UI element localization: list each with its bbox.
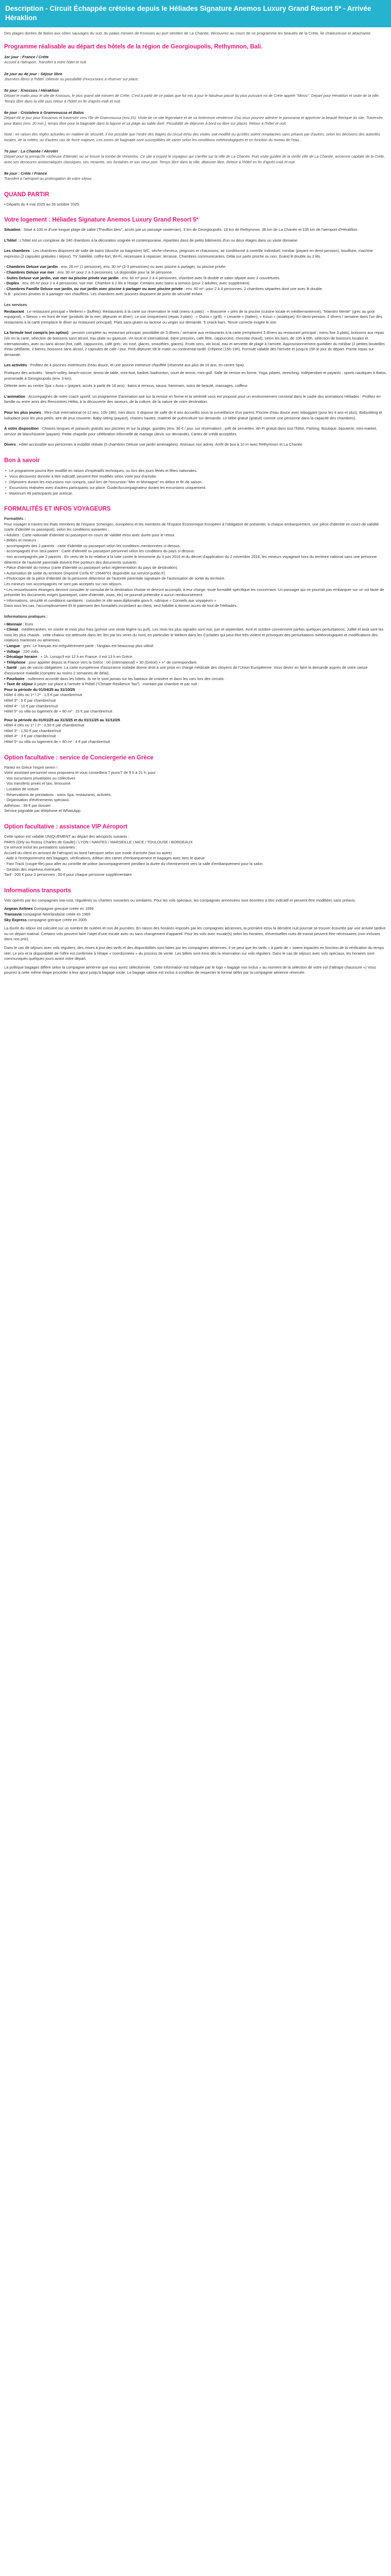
- day-note: Note : en raison des règles actuelles en matière de sécurité, il est possible que l'ordre des étapes du circuit et/ou des visites soit modifié ou qu'elles soient remplacées sans préavis par d'autres, selon les décisions des autorités locales, de la météo, ou d'autres cas de force majeure. Les zones de baignade sont susceptibles de varier selon les conditions météorologiques et en fonction du niveau de l'eau...: [4, 132, 380, 142]
- list-item: - Fast Track (coupe-file) pour aller au contrôle de police (accompagnement pendant la durée du cheminement vers la salle d'embarquement pour la salon: [4, 861, 263, 866]
- list-item: PARIS (Orly ou Roissy Charles de Gaulle) / LYON / NANTES / MARSEILLE / NICE / TOULOUSE / BORDEAUX: [4, 839, 193, 844]
- room-type: - Duplex : env. 65 m² pour 2 à 4 personnes, vue mer. Chambre à 2 lits à l'étage. Certains avec bains a remous (pour 2 adultes, avec supplément).: [4, 281, 251, 286]
- list-item: • Vous découvrez donnée à titre indicatif, peuvent être modifiés selon votre jour d'arrivée.: [9, 473, 387, 479]
- day-2: 2e jour au 4e jour : Séjour libre Journées libres à l'hôtel. Détente ou possibilité d'excursions à réserver sur place.: [4, 71, 139, 81]
- list-item: Accueil du client en arrivant de l'aéroport au bord l'aéroport selon son mode d'arrivée (taxi ou autre): [4, 850, 172, 855]
- service-activites: Les activités : Profitez de 4 piscines extérieures d'eau douce, et une piscine intérieure chauffée (réservée aux plus de 16 ans, en centre Spa).: [4, 363, 245, 368]
- day-7: 7e jour : La Chanée / Akrotiri Départ pour la presqu'île rocheuse d'Akrotiri, où se trouve la tombe de Venizelos. Ce site a inspiré le voyageur qui s'arrête sur la ville de La Chanée. Puis visite guidée de la vieille ville de La Chanée, ancienne capitale de la Crète, avec ses demeures aristocratiques classiques, ses minarets, ses fontaines et son vieux port. Temps libre dans la ville, déjeuner libre. Retour à l'hôtel en fin d'après-midi et nuit.: [4, 149, 385, 164]
- list-item: - Organisation d'événements spéciaux.: [4, 798, 70, 803]
- service-divers: Divers : Hôtel accessible aux personnes à mobilité réduite (5 chambres Deluxe vue jardin aménagées). Animaux non admis. Arrêt de bus à 10 m avec Rethymnon et La Chanée.: [4, 442, 304, 447]
- service-tout-compris: La formule tout compris (en option) : pension complète au restaurant principal, possibilité de 3 dîners / semaine aux restaurants à la carte (remplacent 3 dîners au restaurant principal ; menu fixe 3 plats), boissons aux repas (vin en la carte, sélection de boissons sans alcool, eau plate ou gazeuse, vin local et international, bière pression, café filtre, cappuccino, chocolat chaud), selon les bars, de 10h à 00h, sélection de boissons locales et internationales, avec ou sans alcool (hot, café, cappuccino, café grec, vin rosé, glaces, smoothies, glaces). Fruits secs, vin local, eau et serviette de plage à l'arrivée. Approvisionnement quotidien du minibar (2 petites bouteilles d'eau pétillante, 2 bières, boissons sans alcool, 2 capsules de café / jour. Petit déjeuner tôt le matin ou continental tardif. Crêperie (15h-19h). Formule valable dès l'arrivée et jusqu'à 15h le jour du départ. Pointe repas sur demande.: [4, 330, 385, 357]
- conciergerie-heading: Option facultative : service de Conciergerie en Grèce: [4, 754, 154, 761]
- list-item: Vols opérés par les compagnies low-cost, régulières ou charters suivantes ou similaires. Pour les vols spéciaux, les compagnies annoncées sont données à titre indicatif et peuvent être modifiées sans préavis.: [4, 897, 356, 903]
- list-item: Pour la période du 01/01/25 au 31/3/25 et du 01/11/25 au 31/12/25: [4, 717, 120, 722]
- vip-lines: [4, 834, 387, 878]
- list-item: Hôtel 4* : 10 € par chambre/nuit: [4, 703, 58, 708]
- service-activites-sports: Pratiquez des activités : beach-volley, beach-soccer, tennis de table, mini-foot, basket, badminton, court de tennis, mini-golf. Salle de remise en forme. Yoga, pilates, stretching. Indépendant et payants : sports nautiques à Balos, promenade à Georgioupolis (env. 3 km).: [4, 370, 387, 381]
- formalites-label: Formalités :: [4, 516, 26, 521]
- list-item: Dans le cas de séjours avec vols réguliers, des mises à jour des tarifs et des disponibilités sont faites par les compagnies aériennes. Il se peut que les tarifs « à partir de » soient impactés en fonction de la vérification du temps réel. Le prix et la disponibilité de l'offre est confirmée à l'étape « coordonnées » du process de vente. Les billets sont émis dès la réservation sur vols réguliers. Dans le cas de séjours avec vols spéciaux, les horaires sont communiqués quelques jours avant votre départ.: [4, 945, 384, 961]
- list-item: Transavia compagnie Néerlandaise créée en 1965: [4, 911, 91, 917]
- list-item: - non accompagnés par 2 parents : En vertu de la loi relative à la lutte contre le terrorisme du 3 juin 2016 et du décret d'application du 2 novembre 2016, les mineurs voyageant hors du territoire national sans une personne détentrice de l'autorité parentale doivent être porteurs des documents suivants :: [4, 554, 377, 565]
- list-item: Adhésion : 39 € par dossier.: [4, 803, 52, 808]
- list-item: Dans tous les cas, l'accomplissement Et le paiement des formalités incombent au client, seul habilité à donner accès de tout de l'Héliades.: [4, 603, 238, 608]
- service-disposition: À votre disposition : Chaises longues et parasols gratuits aux piscines et sur la plage, guindes (env. 30 € / jour, sur réservation) ; prêt de serviettes. Wi-Fi gratuit dans tout l'hôtel. Parking. Boutique, bijouterie, mini-market, service de blanchisserie (payant). Petite chapelle pour célébration informelle de mariage (devis sur demande). Cartes de crédit acceptées.: [4, 426, 378, 436]
- transport-heading: Informations transports: [4, 887, 71, 894]
- list-item: Hôtel 4 clés ou 1* / 2* : 0,50 € par chambre/nuit: [4, 723, 85, 728]
- formalites-lines: [4, 522, 387, 609]
- page-title: Description - Circuit Échappée crétoise depuis le Héliades Signature Anemos Luxury Grand Resort 5* - Arrivée Héraklion: [0, 0, 391, 27]
- room-note: N.B : piscines privées et à partager non chauffées. Les chambres avec piscines disposent de porte de sécurité enfant.: [4, 292, 204, 297]
- list-item: • Décalage horaire : + 1h. Lorsqu'il est 12 h en France, il est 13 h en Grèce.: [4, 654, 134, 659]
- list-item: - accompagnés des 2 parents : carte d'identité ou passeport selon les conditions mentionnées ci-dessus.: [4, 543, 181, 548]
- list-item: Votre assistant personnel vous proposera et vous conseillera 7 jours/7 de 9 h à 21 h, pour :: [4, 770, 158, 775]
- program-heading: Programme réalisable au départ des hôtels de la région de Georgioupolis, Rethymnon, Bali.: [4, 44, 263, 50]
- list-item: • Les ressortissants étrangers devront consulter le consulat de la destination choisie et devront accomplir, à leur charge, toute formalité spécifique les concernant. Un passager qui ne pourrait pas embarquer sur un vol faute de présenter les documents exigés (passeport, carte d'identité, visas, etc) ne pourrait prétendre à aucun remboursement.: [4, 587, 384, 598]
- list-item: • Maximum 49 participants par autocar.: [9, 490, 387, 496]
- room-type: - Chambres Famille Deluxe vue jardin, ou vue jardin avec piscine à partager ou avec piscine privée : env. 60 m², pour 2 à 4 personnes, 2 chambres séparées dont une avec lit double.: [4, 286, 323, 291]
- infos-lines: [4, 622, 387, 745]
- list-item: - Gestion des imprévus éventuels: [4, 867, 61, 872]
- room-type: - Chambres Deluxe vue mer : env. 30 m² pour 2 à 3 personnes. Lit disponible pour la 3è personne.: [4, 270, 173, 275]
- list-item: • Voltage : 220 volts.: [4, 649, 40, 654]
- intro-text: Des plages dorées de Balos aux côtes sauvages du sud, du palais minoen de Knossos au port vénitien de La Chanée, découvrez au cours de ce programme les beautés de la Crète, lle chaleureuse et attachante.: [4, 31, 372, 36]
- list-item: • Pourboire : nullement accordé dans les hôtels, ils ne le sont jamais sur les bateaux de croisière et dans les cars lors des circuits.: [4, 676, 225, 681]
- list-item: • Langue : grec. Le français est irrégulièrement parlé ; l'anglais est beaucoup plus utilisé.: [4, 643, 155, 648]
- hotel-text: L'hôtel : L'hôtel est un complexe de 240 chambres à la décoration soignée et contemporaine, répartites dans de petits bâtiments d'un ou deux étages dans un vaste domaine.: [4, 238, 299, 243]
- list-item: - Location de voiture: [4, 787, 39, 792]
- list-item: • Autorisation de sortie du territoire (imprimé Cerfa N° 15646*01 disponible sur service-public.fr): [4, 570, 165, 575]
- situation-text: Situation : Situé à 100 m d'une longue plage de sable ("Pavillon bleu", accès par un passage souterrain), 3 km de Georgioupolis, 19 km de Rethymnon, 36 km de La Chanée et 105 km de l'aéroport d'Héraklion.: [4, 227, 359, 232]
- list-item: - Réservations de prestations : soins Spa, restaurants, activités.: [4, 792, 112, 797]
- bon-list: [4, 468, 387, 496]
- list-item: Ce service inclut les prestations suivantes :: [4, 845, 77, 850]
- room-types: [4, 264, 387, 297]
- list-item: Pour la période du 01/04/25 au 31/10/25: [4, 687, 75, 692]
- day-8: 8e jour : Crète / France Transfert à l'aéroport ou prolongation de votre séjour.: [4, 171, 93, 181]
- day-1: 1er jour : France / Crète Accueil à l'aéroport. Transfert à votre hôtel et nuit.: [4, 55, 87, 64]
- list-item: Les mineurs non accompagnés ne sont pas acceptés sur nos séjours.: [4, 582, 122, 587]
- list-item: Sky Express compagnie grecque créée en 2005: [4, 917, 87, 922]
- logement-heading: Votre logement : Héliades Signature Anemos Luxury Grand Resort 5*: [4, 217, 199, 224]
- list-item: Cette option est valable UNIQUEMENT au départ des aéroports suivants :: [4, 834, 129, 839]
- list-item: • Adultes : Carte nationale d'identité ou passeport en cours de validité et/ou avec durée pour le retour.: [4, 532, 175, 537]
- list-item: La politique bagages diffère selon la compagnie aérienne que vous aurez sélectionnée : Cette information est indiquée par le logo « bagage non inclus » au moment de la sélection de votre vol (l'attrape chaussure ») Vous pourrez à cette même étape procéder à leur ajout jusqu'à bagage soute. Le bagage cabine est inclus à condition de respecter le format défini par la compagnie aérienne réservée.: [4, 964, 377, 975]
- quand-dates: • Départs du 4 mai 2025 au 26 octobre 2025.: [4, 201, 80, 207]
- list-item: Hôtel 3* : 1,50 € par chambre/nuit: [4, 728, 61, 733]
- list-item: Partez en Grèce l'esprit serein !: [4, 765, 58, 770]
- chambres-text: Les chambres : Les chambres disposent de salle de bains (douche ou baignoire) WC, sèche-cheveux, peignoirs et chaussons, air conditionné à contrôle individuel, minibar (payant en demi-pension), bouilloire, machine expresso (2 capsules gratuites / séjour), TV Satellite, coffre-fort, Wi-Fi, nécessaire à repasser, terrasse. Chambres communicantes. Délai sur partir proche ou non. Grand lit double ou 2 lits.: [4, 248, 373, 259]
- service-animation: L'animation : Accompagnés de notre coach sportif, un programme d'animation axé sur la remise en forme et la sérénité vous est proposé pour un environnement convivial dans le cadre des animations Héliades : Profitez en famille ou entre amis des Rencontres Héliia, à la découverte des saveurs, de la culture, de la nature de votre destination.: [4, 394, 381, 404]
- list-item: Hôtel 4 clés ou 1* / 2* : 1,5 € par chambre/nuit: [4, 692, 83, 698]
- list-item: Tarif : 200 € pour 2 personnes ; 50 € pour chaque personne supplémentaire: [4, 872, 132, 877]
- list-item: • Bébés et mineurs :: [4, 538, 39, 543]
- list-item: Aegean Airlines Compagnie grecque créée en 1999: [4, 906, 94, 911]
- room-type: - Chambres Deluxe vue jardin : env. 26 m² (1 personne), env. 30 m² (2-3 personnes) ou avec piscine à partager, ou piscine privée.: [4, 264, 227, 269]
- list-item: - accompagnés d'un seul parent : Carte d'identité ou passeport personnel selon les conditions du pays ci-dessus.: [4, 549, 195, 554]
- list-item: • Déjeuners durant les excursions non compris, sauf lors de l'excursion "Mer et Montagne" en début et fin de saison.: [9, 479, 387, 485]
- vip-heading: Option facultative : assistance VIP Aéroport: [4, 824, 128, 830]
- list-item: Service joignable par téléphone et WhatsApp.: [4, 808, 82, 814]
- day-5: 5e jour : Knossos / Héraklion Départ le matin pour le site de Knossos, le plus grand site minoen de Crète. C'est à partir de ce palais que fut mis à jour le fabuleux passé du plus puissant roi de Crète appelé "Minos". Départ pour Héraklion et visite de la ville. Temps libre dans la ville puis retour à l'hôtel en fin d'après-midi et nuit.: [4, 88, 380, 104]
- list-item: • Monnaie : Euro: [4, 621, 34, 626]
- list-item: Hôtel 3* : 5 € par chambre/nuit: [4, 698, 56, 703]
- day-6: 6e jour : Cristalera à Gramvoussa et Balos Départ tôt le jour pour Kissamos et traversée vers l'île de Gramvoussa (env.1h). Visite de ce site légendaire et de sa forteresse vénitienne d'où vous pourrez admirer le panorama et apprécier la beauté féerique du site. Traversée pour Balos (env. 20 min.), temps libre pour la baignade dans la lagune et sa plage au sable doré. Possibilité de déjeuner à bord ou libre sur place). Retour à l'hôtel et nuit.: [4, 110, 383, 126]
- list-item: - Aide à l'enregistrement des bagages, vérifications, édition des cartes d'embarquement et bagages avec tiers le queue: [4, 856, 205, 861]
- list-item: - Vos transferts privés et taxi, limousine: [4, 781, 71, 786]
- list-item: La durée du séjour est calculée sur un nombre de nuitées et non de journées. En raison des horaires imposés par les compagnies aériennes, la première et/ou la dernière nuit pourrait se trouver écourtée par une arrivée tardive ou un départ matinal. Certains vols peuvent faire l'objet d'une escale avec ou sans changement d'appareil. Pour les vols avec escale(s) selon les horaires, d'éventuelles nuits de transit peuvent être nécessaires (non incluses dans nos prix).: [4, 926, 386, 942]
- list-item: • Taxe de séjour à payer sur place à l'arrivée à l'hôtel ("Climate Resilience Tax") : montant par chambre et par nuit :: [4, 682, 200, 687]
- list-item: • Pièce d'identité du mineur (carte d'identité ou passeport selon réglementation du pays de destination): [4, 565, 177, 570]
- list-item: • Santé : pas de vaccin obligatoire. La carte européenne d'assurance maladie donne droit à une prise en charge médicale des citoyens de l'Union Européenne. Vous devez en faire la demande auprès de votre caisse d'assurance maladie (comptez au moins 2 semaines de délai).: [4, 665, 368, 675]
- services-label: Les services: [4, 302, 27, 308]
- service-spa: Détente avec au centre Spa « Aura » (payant, accès à partir de 16 ans) : bains à remous, sauna, hammam, soins de beauté, massages, coiffeur.: [4, 383, 249, 388]
- conciergerie-lines: [4, 765, 387, 814]
- list-item: Hôtel 4* : 3 € par chambre/nuit: [4, 734, 56, 739]
- bon-heading: Bon à savoir: [4, 457, 40, 464]
- program-days: [4, 54, 387, 182]
- list-item: - Vos excursions privatisées ou collectives: [4, 775, 76, 781]
- service-enfants: Pour les plus jeunes : Mini-club international (4-12 ans, 10h-18h), mini disco. Il dispose de salle de 4 ans accueillis sous la surveillance d'un parent. Piscine d'eau douce avec toboggant (pour les 4 ans et plus). Babysitting et ludoplace pour les plus petits, aire de jeux couverte. Baby-sitting (payant), chaises hautes, matériel de puériculture sur demande. Lit bébé gratuit (gratuit) comme une personne dans la capacité des chambres).: [4, 410, 382, 420]
- list-item: Pour voyager à travers les états membres de l'espace Schengen, européens et les membres de l'Espace Économique Européen à l'obligation de présenter, à chaque embarquement, une pièce d'identité en cours de validité (carte d'identité ou passeport), selon les conditions suivantes :: [4, 521, 379, 532]
- list-item: • Photocopie de la pièce d'identité de la personne détentrice de l'autorité parentale signataire de l'autorisation de sortie du territoire.: [4, 576, 225, 581]
- service-restaurant: Restaurant : Le restaurant principal « Meltemi » (buffets). Restaurants à la carte sur réservation le midi (menu à plats) : « Brasserie » près de la piscine (cuisine locale et méditerranéenne), "Maestro Mente" (grec au goût espagnol), « Siesco » en front de mer (produits de la mer, déjeuner et dîner). Le soir uniquement (repas 3 plats) : « Ostria » (grill), « Levante » (Italien), « Kouzi » (asiatique). En demi-pension, 2 dîners / semaine dans l'un des restaurants à la carte (remplace le dîner au restaurant principal). Plats sans gluten ou lactose ou vegan sur demande. 5 snack-bars. Tenue correcte exigée le soir.: [4, 309, 382, 325]
- page: [0, 0, 391, 986]
- transport-lines: [4, 898, 387, 976]
- formalites-heading: FORMALITÉS ET INFOS VOYAGEURS: [4, 505, 111, 512]
- list-item: Hôtel 5* ou villa ou logement de + 80 m² : 4 € par chambre/nuit: [4, 739, 110, 744]
- list-item: • Informations, sécurité et conditions sanitaires : consulter le site www.diplomatie.gouv.fr, rubrique « Conseils aux voyageurs »: [4, 598, 217, 603]
- list-item: Hôtel 5* ou villa ou logement de + 80 m² : 15 € par chambre/nuit: [4, 709, 112, 714]
- list-item: • Excursions réalisées avec d'autres participants sur place. Guide/Accompagnateur durant les excursions uniquement.: [9, 485, 387, 490]
- quand-heading: QUAND PARTIR: [4, 191, 50, 198]
- list-item: • Le programme pourra être modifié en raison d'impératifs techniques, ou lors des jours fériés et fêtes nationales.: [9, 468, 387, 473]
- list-item: • Téléphone : pour appeler depuis la France vers la Grèce : 00 (international) + 30 (Grèce) + n° de correspondant.: [4, 659, 198, 665]
- room-type: - Suites Deluxe vue jardin, vue mer ou piscine privée vue jardin : env. 60 m² pour 2 à 4 personnes, chambre avec lit double et salon séparé avec 2 couvertures.: [4, 275, 281, 280]
- infos-label: Informations pratiques :: [4, 614, 48, 619]
- list-item: • Climat : méditerranéen, en soirée et mois plus frais (prévoir une veste légère ou pull). Les mois les plus signalés sont mai, juin et septembre. Avril et octobre conviennent parfois quelques perturbations. Juillet et août sont les mois les plus chauds ; cette chaleur est atténuée dans les îles par les vents du nord, en particulier le Meltem dans les Cyclades qui peut être très violent et provoquer des perturbations météorologiques et modifications des rotations maritimes ou aériennes.: [4, 627, 384, 643]
